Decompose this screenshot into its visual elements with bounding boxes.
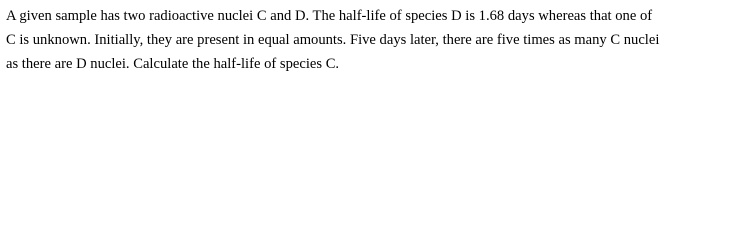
problem-statement (6, 4, 746, 76)
problem-line-2: C is unknown. Initially, they are present in equal amounts. Five days later, there are five times as many C nuclei (6, 32, 660, 48)
problem-line-1: A given sample has two radioactive nuclei C and D. The half-life of species D is 1.68 days whereas that one of (6, 8, 653, 24)
problem-line-3: as there are D nuclei. Calculate the half-life of species C. (6, 56, 340, 72)
